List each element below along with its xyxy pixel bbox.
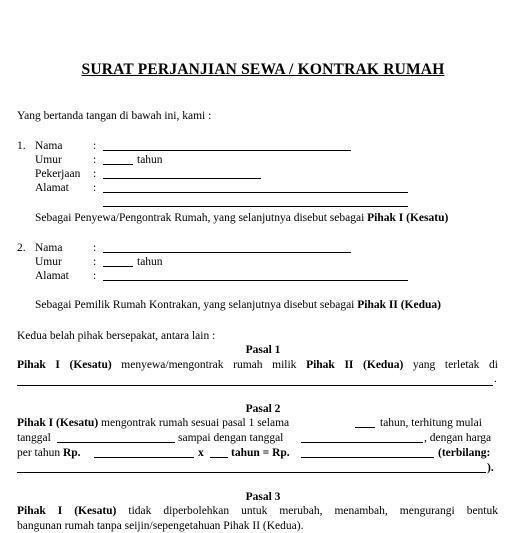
- party2-colon-address: :: [93, 270, 97, 282]
- pasal3-heading: Pasal 3: [245, 491, 281, 503]
- party1-job-blank[interactable]: [103, 178, 261, 179]
- pasal2-l3-start: [17, 446, 81, 460]
- party1-label-age: Umur: [35, 154, 62, 166]
- party1-description: [35, 211, 448, 225]
- party2-label-address: Alamat: [35, 270, 69, 282]
- party1-colon-job: :: [93, 168, 97, 180]
- pasal2-l2-end: , dengan harga: [424, 432, 492, 444]
- pasal2-line1-start: [17, 416, 289, 430]
- party1-desc-text: Sebagai Penyewa/Pengontrak Rumah, yang selanjutnya disebut sebagai: [35, 212, 368, 224]
- party2-colon-age: :: [93, 256, 97, 268]
- party2-age-unit: tahun: [137, 256, 163, 268]
- pasal2-heading: Pasal 2: [245, 403, 281, 415]
- pasal2-end-date-blank[interactable]: [301, 442, 423, 443]
- party2-address-blank-1[interactable]: [103, 280, 408, 281]
- document-title: SURAT PERJANJIAN SEWA / KONTRAK RUMAH: [81, 61, 445, 78]
- party1-colon-address: :: [93, 182, 97, 194]
- pasal1-text-end: yang terletak di: [403, 359, 498, 371]
- pasal1-heading: Pasal 1: [245, 344, 281, 356]
- pasal1-end-punct: .: [494, 373, 497, 385]
- party1-colon-name: :: [93, 140, 97, 152]
- pasal2-price-blank[interactable]: [94, 457, 194, 458]
- party1-name-blank[interactable]: [103, 150, 351, 151]
- pasal2-l2-mid: sampai dengan tanggal: [178, 432, 284, 444]
- party2-age-blank[interactable]: [103, 266, 133, 267]
- pasal1-text: [17, 358, 498, 372]
- party1-colon-age: :: [93, 154, 97, 166]
- pasal2-total-label: tahun = Rp.: [231, 447, 290, 459]
- party2-label-age: Umur: [35, 256, 62, 268]
- party1-desc-bold: Pihak I (Kesatu): [367, 212, 449, 224]
- party2-desc-bold: Pihak II (Kedua): [357, 299, 441, 311]
- intro-text: Yang bertanda tangan di bawah ini, kami :: [17, 110, 212, 122]
- party2-number: 2.: [17, 242, 26, 254]
- pasal2-party1: Pihak I (Kesatu): [17, 417, 99, 429]
- party2-colon-name: :: [93, 242, 97, 254]
- pasal2-years-blank[interactable]: [210, 457, 228, 458]
- party1-label-name: Nama: [35, 140, 63, 152]
- pasal1-location-blank[interactable]: [17, 385, 493, 386]
- party1-label-address: Alamat: [35, 182, 69, 194]
- party2-desc-text: Sebagai Pemilik Rumah Kontrakan, yang selanjutnya disebut sebagai: [35, 299, 358, 311]
- party1-label-job: Pekerjaan: [35, 168, 81, 180]
- pasal1-party2: Pihak II (Kedua): [306, 359, 404, 371]
- agreement-intro: Kedua belah pihak bersepakat, antara lain :: [17, 330, 216, 342]
- pasal2-terbilang-blank[interactable]: [17, 472, 486, 473]
- pasal2-start-date-blank[interactable]: [57, 442, 175, 443]
- party1-number: 1.: [17, 140, 26, 152]
- pasal2-l1-text: mengontrak rumah sesuai pasal 1 selama: [98, 417, 290, 429]
- pasal3-line2: bangunan rumah tanpa seijin/sepengetahuan Pihak II (Kedua).: [17, 520, 304, 532]
- pasal2-l2-start: tanggal: [17, 432, 51, 444]
- party2-description: [35, 298, 441, 312]
- pasal2-l1-unit: tahun, terhitung mulai: [380, 417, 482, 429]
- party1-address-blank-2[interactable]: [103, 206, 408, 207]
- party1-age-blank[interactable]: [103, 164, 133, 165]
- pasal2-l4-end: ).: [487, 462, 494, 474]
- party2-name-blank[interactable]: [103, 252, 351, 253]
- pasal2-per-year: per tahun: [17, 447, 63, 459]
- pasal2-rp-label: Rp.: [62, 447, 81, 459]
- pasal1-text-mid: menyewa/mengontrak rumah milik: [111, 359, 307, 371]
- party2-label-name: Nama: [35, 242, 63, 254]
- pasal2-terbilang: (terbilang:: [438, 447, 491, 459]
- party1-address-blank-1[interactable]: [103, 192, 408, 193]
- pasal2-times: x: [198, 447, 204, 459]
- pasal3-text: [17, 504, 498, 518]
- pasal2-duration-blank[interactable]: [355, 427, 375, 428]
- pasal3-text-body: tidak diperbolehkan untuk merubah, menambah, mengurangi bentuk: [116, 505, 498, 517]
- pasal1-party1: Pihak I (Kesatu): [17, 359, 112, 371]
- party1-age-unit: tahun: [137, 154, 163, 166]
- pasal2-total-blank[interactable]: [301, 457, 434, 458]
- pasal3-party1: Pihak I (Kesatu): [17, 505, 117, 517]
